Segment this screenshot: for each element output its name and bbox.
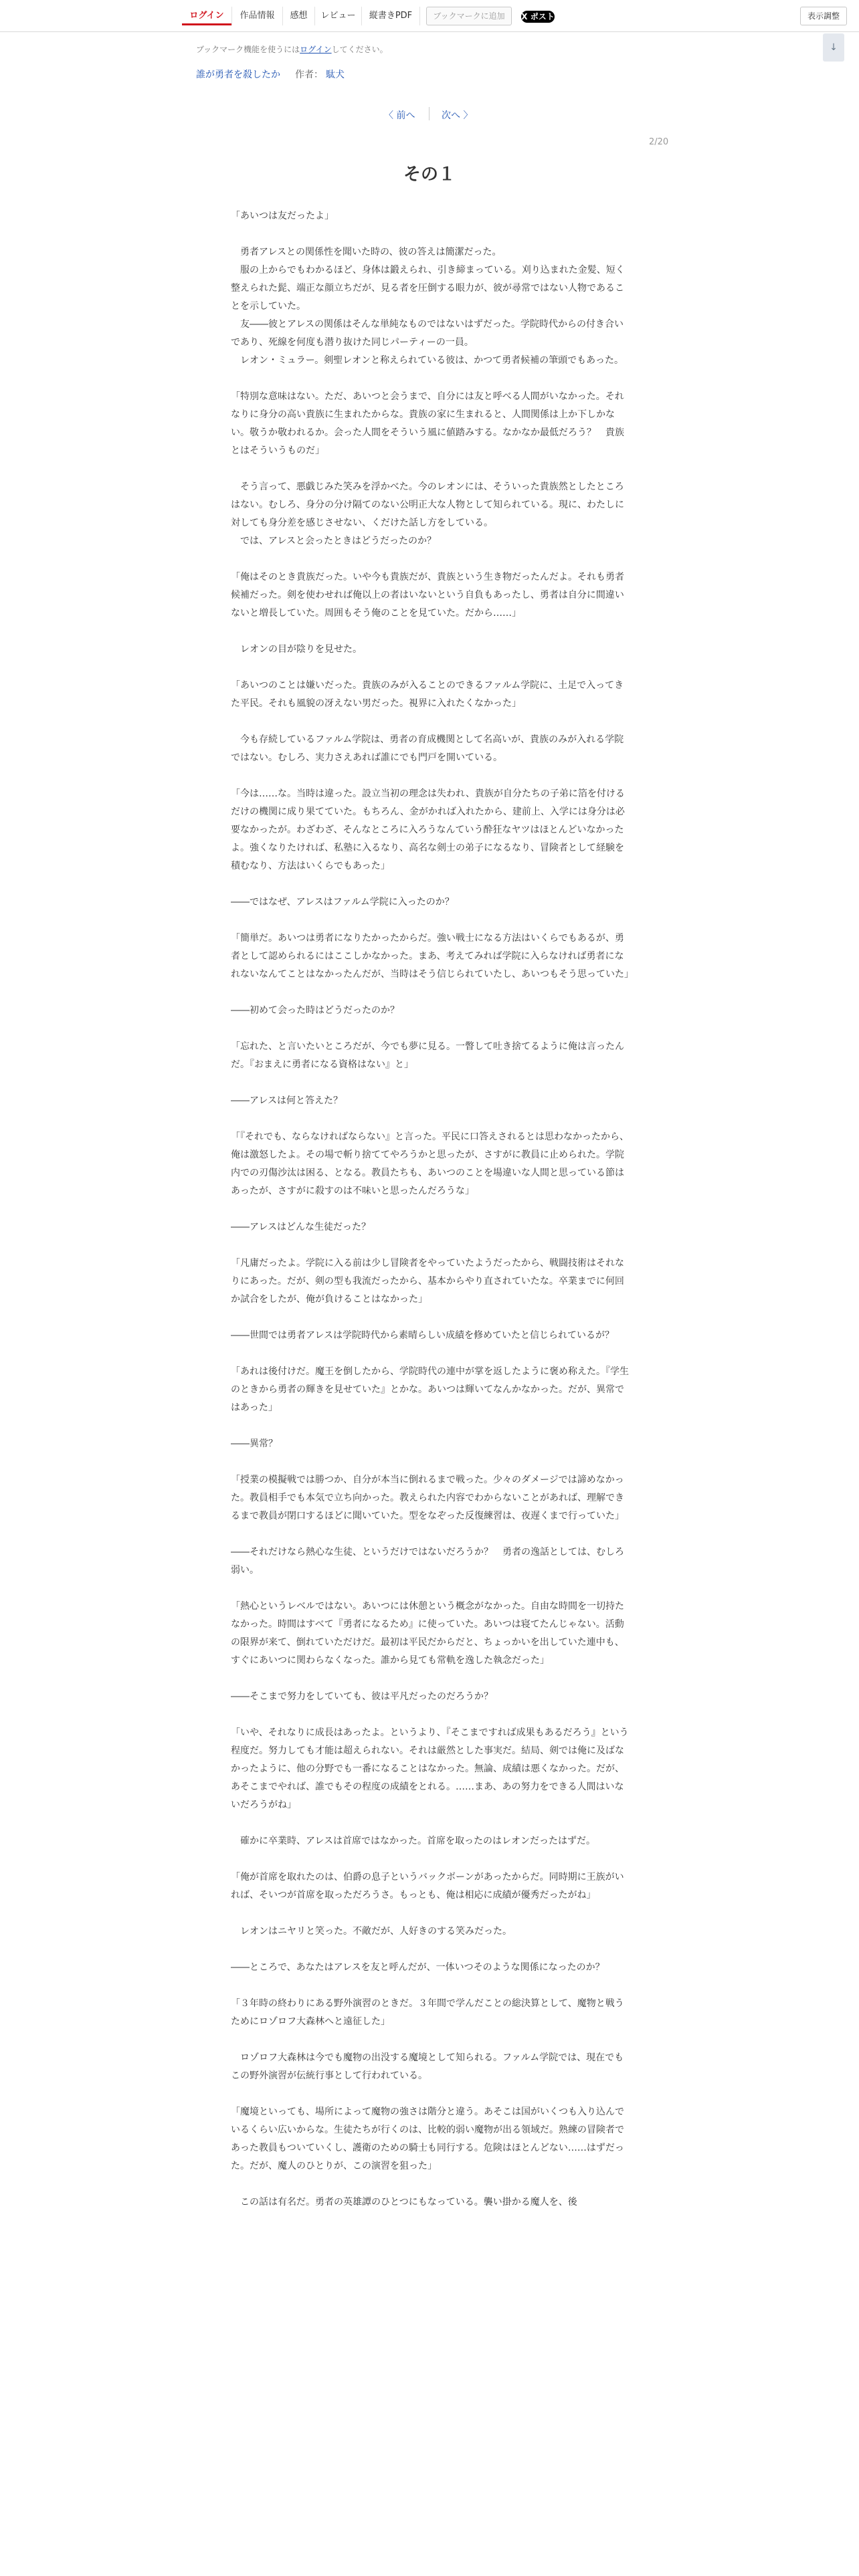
notice-prefix: ブックマーク機能を使うには [196, 45, 300, 54]
body-paragraph: 「３年時の終わりにある野外演習のときだ。３年間で学んだことの総決算として、魔物と戦うためにロゾロフ大森林へと遠征した」 [231, 1998, 624, 2027]
prev-page-link[interactable]: 〈 前へ [384, 110, 415, 121]
body-paragraph: レオンの目が陰りを見せた。 [231, 644, 362, 655]
body-paragraph: 「簡単だ。あいつは勇者になりたかったからだ。強い戦士になる方法はいくらでもあるが、勇者として認められるにはここしかなかった。まあ、考えてみれば学院に入らなければ勇者になれないなんてことはなかったんだが、当時はそう信じられていたし、あいつもそう思っていた」 [231, 933, 634, 980]
chapter-title: その１ [403, 165, 456, 185]
body-paragraph: 「あいつは友だったよ」 [231, 211, 334, 221]
body-paragraph: 「今は……な。当時は違った。設立当初の理念は失われ、貴族が自分たちの子弟に箔を付けるだけの機関に成り果てていた。もちろん、金がかれば入れたから、建前上、入学には身分は必要なかったが。わざわざ、そんなところに入ろうなんていう酔狂なヤツはほとんどいなかったよ。強くなりたければ、私塾に入るなり、高名な剣士の弟子になるなり、冒険者として経験を積むなり、方法はいくらでもあった」 [231, 788, 625, 871]
body-paragraph: ――世間では勇者アレスは学院時代から素晴らしい成績を修めていたと信じられているが？ [231, 1330, 615, 1341]
body-paragraph: ――初めて会った時はどうだったのか？ [231, 1005, 399, 1016]
nav-reviews[interactable]: レビュー [314, 7, 361, 25]
body-paragraph: 「魔境といっても、場所によって魔物の強さは階分と違う。あそこは国がいくつも入り込んでいるくらい広いからな。生徒たちが行くのは、比較的弱い魔物が出る領域だ。熟練の冒険者であった教員もついていくし、護衛のための騎士も同行する。危険はほとんどない……はずだった。だが、魔人のひとりが、この演習を狙った」 [231, 2107, 624, 2171]
next-page-link[interactable]: 次へ 〉 [442, 110, 473, 121]
pager-divider [429, 107, 430, 120]
body-paragraph: 「あいつのことは嫌いだった。貴族のみが入ることのできるファルム学院に、土足で入ってきた平民。それも風貌の冴えない男だった。視界に入れたくなかった」 [231, 680, 624, 709]
body-paragraph: ――そこまで努力をしていても、彼は平凡だったのだろうか？ [231, 1691, 493, 1702]
body-paragraph: 「忘れた、と言いたいところだが、今でも夢に見る。一瞥して吐き捨てるように俺は言ったんだ。『おまえに勇者になる資格はない』と」 [231, 1041, 624, 1070]
page-counter: 2/20 [649, 137, 669, 147]
body-paragraph: 今も存続しているファルム学院は、勇者の育成機関として名高いが、貴族のみが入れる学院ではない。むしろ、実力さえあれば誰にでも門戸を開いている。 [231, 734, 624, 763]
body-paragraph: 「『それでも、ならなければならない』と言った。平民に口答えされるとは思わなかったから、俺は激怒したよ。その場で斬り捨ててやろうかと思ったが、さすがに教員に止められた。学院内での刃傷沙汰は困る、となる。教員たちも、あいつのことを場違いな人間と思っている節はあったが、さすがに殺すのは不味いと思ったんだろうな」 [231, 1132, 629, 1196]
body-paragraph: 「熱心というレベルではない。あいつには休憩という概念がなかった。自由な時間を一切持たなかった。時間はすべて『勇者になるため』に使っていた。あいつは寝てたんじゃない。活動の限界が来て、倒れていただけだ。最初は平民だからだと、ちょっかいを出していた連中も、すぐにあいつに関わらなくなった。誰から見ても常軌を逸した執念だった」 [231, 1601, 624, 1666]
body-paragraph: そう言って、悪戯じみた笑みを浮かべた。今のレオンには、そういった貴族然としたところはない。むしろ、身分の分け隔てのない公明正大な人物として知られている。現に、わたしに対しても身分差を感じさせない、くだけた話し方をしている。 では、アレスと会ったときはどうだったのか？ [231, 481, 624, 546]
notice-suffix: してください。 [331, 45, 388, 54]
novel-title-link[interactable]: 誰が勇者を殺したか [196, 70, 280, 80]
scroll-down-icon[interactable]: ↓ [823, 33, 844, 62]
nav-novel-info[interactable]: 作品情報 [231, 7, 282, 25]
body-paragraph: 「俺はそのとき貴族だった。いや今も貴族だが、貴族という生き物だったんだよ。それも勇者候補だった。剣を使わせれば俺以上の者はいないという自負もあったし、勇者は自分に間違いないと増長していた。周囲もそう俺のことを見ていた。だから……」 [231, 572, 624, 619]
author-label: 作者： [295, 70, 323, 80]
chapter-body [231, 207, 634, 2230]
body-paragraph: 確かに卒業時、アレスは首席ではなかった。首席を取ったのはレオンだったはずだ。 [231, 1836, 596, 1846]
body-paragraph: ――異常？ [231, 1438, 278, 1449]
x-post-button[interactable]: X ポスト [521, 12, 555, 21]
nav-vertical-pdf[interactable]: 縦書きPDF [361, 7, 420, 25]
body-paragraph: 勇者アレスとの関係性を聞いた時の、彼の答えは簡潔だった。 服の上からでもわかるほど、身体は鍛えられ、引き締まっている。刈り込まれた金髪、短く整えられた髭、端正な顔立ちだが、見る者を圧倒する眼力が、彼が尋常ではない人物であることを示していた。 友――彼とアレスの関係はそんな単純なものではないはずだった。学院時代からの付き合いであり、死線を何度も潜り抜けた同じパーティーの一員。 レオン・ミュラー。剣聖レオンと称えられている彼は、かつて勇者候補の筆頭でもあった。 [231, 247, 625, 366]
body-paragraph: ――ではなぜ、アレスはファルム学院に入ったのか？ [231, 897, 454, 907]
body-paragraph: レオンはニヤリと笑った。不敵だが、人好きのする笑みだった。 [231, 1926, 512, 1937]
body-paragraph: ――アレスは何と答えた？ [231, 1095, 343, 1106]
body-paragraph: 「いや、それなりに成長はあったよ。というより、『そこまですれば成果もあるだろう』という程度だ。努力しても才能は超えられない。それは厳然とした事実だ。結局、剣では俺に及ばなかったように、他の分野でも一番になることはなかった。無論、成績は悪くなかった。だが、あそこまでやれば、誰でもその程度の成績をとれる。……まあ、あの努力をできる人間はいないだろうがね」 [231, 1727, 629, 1810]
body-paragraph: ――それだけなら熱心な生徒、というだけではないだろうか？ 勇者の逸話としては、むしろ弱い。 [231, 1547, 624, 1576]
body-paragraph: ――アレスはどんな生徒だった？ [231, 1222, 371, 1232]
body-paragraph: 「授業の模擬戦では勝つか、自分が本当に倒れるまで戦った。少々のダメージでは諦めなかった。教員相手でも本気で立ち向かった。教えられた内容でわからないことがあれば、理解できるまで教員が閉口するほどに聞いていた。型をなぞった反復練習は、夜遅くまで行っていた」 [231, 1475, 624, 1521]
login-link[interactable]: ログイン [182, 7, 231, 25]
display-settings-button[interactable]: 表示調整 [800, 7, 847, 25]
body-paragraph: ――ところで、あなたはアレスを友と呼んだが、一体いつそのような関係になったのか？ [231, 1962, 605, 1973]
body-paragraph: この話は有名だ。勇者の英雄譚のひとつにもなっている。襲い掛かる魔人を、後 [231, 2197, 577, 2208]
author-link[interactable]: 駄犬 [326, 70, 345, 80]
top-navigation-bar [0, 0, 859, 32]
body-paragraph: 「あれは後付けだ。魔王を倒したから、学院時代の連中が掌を返したように褒め称えた。『学生のときから勇者の輝きを見せていた』とかな。あいつは輝いてなんかなかった。だが、異常ではあった」 [231, 1366, 629, 1413]
nav-impressions[interactable]: 感想 [282, 7, 314, 25]
body-paragraph: 「俺が首席を取れたのは、伯爵の息子というバックボーンがあったからだ。同時期に王族がいれば、そいつが首席を取っただろうさ。もっとも、俺は相応に成績が優秀だったがね」 [231, 1872, 624, 1901]
notice-login-link[interactable]: ログイン [300, 45, 332, 54]
body-paragraph: 「特別な意味はない。ただ、あいつと会うまで、自分には友と呼べる人間がいなかった。それなりに身分の高い貴族に生まれたからな。貴族の家に生まれると、人間関係は上か下しかない。敬うか敬われるか。会った人間をそういう風に値踏みする。なかなか最低だろう？ 貴族とはそういうものだ」 [231, 391, 624, 456]
body-paragraph: ロゾロフ大森林は今でも魔物の出没する魔境として知られる。ファルム学院では、現在でもこの野外演習が伝統行事として行われている。 [231, 2052, 624, 2081]
body-paragraph: 「凡庸だったよ。学院に入る前は少し冒険者をやっていたようだったから、戦闘技術はそれなりにあった。だが、剣の型も我流だったから、基本からやり直されていたな。卒業までに何回か試合をしたが、俺が負けることはなかった」 [231, 1258, 624, 1305]
add-bookmark-button[interactable]: ブックマークに追加 [426, 7, 512, 25]
bookmark-login-notice [196, 43, 388, 55]
